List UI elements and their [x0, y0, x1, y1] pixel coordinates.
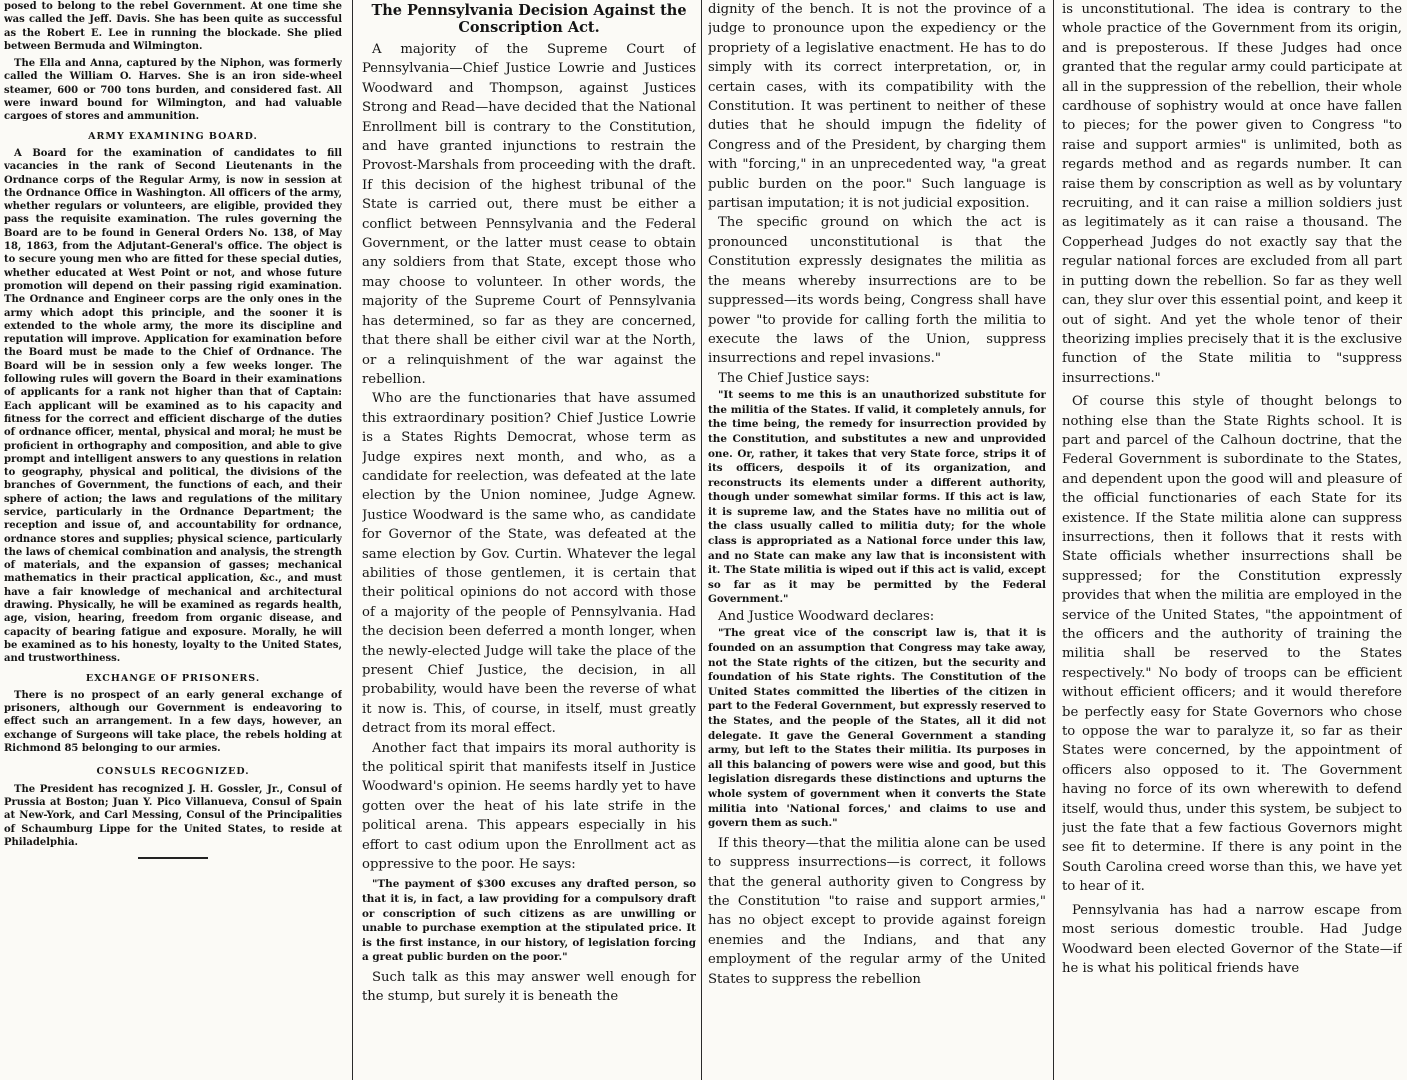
paragraph: dignity of the bench. It is not the province of a judge to pronounce upon the expediency or the propriety of a legislative enactment. He has to do simply with its correct interpretation, or, in certain cases, with its compatibility with the Constitution. It was pertinent to neither of these duties that he should impugn the fidelity of Congress and of the President, by charging them with "forcing," in an unprecedented way, "a great public burden on the poor." Such language is partisan imputation; it is not judicial exposition.: [708, 2, 1046, 212]
paragraph: If this theory—that the militia alone can be used to suppress insurrections—is correct, it follows that the general authority given to Congress by the Constitution "to raise and support armies," has no object except to provide against foreign enemies and the Indians, and that any employment of the regular army of the United States to suppress the rebellion: [708, 835, 1046, 987]
paragraph: There is no prospect of an early general exchange of prisoners, although our Government is endeavoring to effect such an arrangement. In a few days, however, an exchange of Surgeons will take place, the rebels holding at Richmond 85 belonging to our armies.: [4, 689, 342, 755]
paragraph: A majority of the Supreme Court of Pennsylvania—Chief Justice Lowrie and Justices Woodward and Thompson, against Justices Strong and Read—have decided that the National Enrollment bill is contrary to the Constitution, and have granted injunctions to restrain the Provost-Marshals from proceeding with the draft. If this decision of the highest tribunal of the State is carried out, there must be either a conflict between Pennsylvania and the Federal Government, or the latter must cease to obtain any soldiers from that State, except those who may choose to volunteer. In other words, the majority of the Supreme Court of Pennsylvania has determined, so far as they are concerned, that there shall be either civil war at the North, or a relinquishment of the war against the rebellion.: [362, 42, 696, 387]
section-heading: EXCHANGE OF PRISONERS.: [85, 672, 261, 684]
paragraph: Such talk as this may answer well enough for the stump, but surely it is beneath the: [362, 970, 696, 1005]
column-2: [362, 0, 696, 1080]
paragraph: Who are the functionaries that have assumed this extraordinary position? Chief Justice Lowrie is a States Rights Democrat, whose term as Judge expires next month, and who, as a candidate for reelection, was defeated at the late election by the Union nominee, Judge Agnew. Justice Woodward is the same who, as candidate for Governor of the State, was defeated at the same election by Gov. Curtin. Whatever the legal abilities of those gentlemen, it is certain that their political opinions do not accord with those of a majority of the people of Pennsylvania. Had the decision been deferred a month longer, when the newly-elected Judge will take the place of the present Chief Justice, the decision, in all probability, would have been the reverse of what it now is. This, of course, in itself, must greatly detract from its moral effect.: [362, 391, 696, 737]
paragraph: is unconstitutional. The idea is contrary to the whole practice of the Government from its origin, and is preposterous. If these Judges had once granted that the regular army could participate at all in the suppression of the rebellion, their whole cardhouse of sophistry would at once have fallen to pieces; for the power given to Congress "to raise and support armies" is unlimited, both as regards method and as regards number. It can raise them by conscription as well as by voluntary recruiting, and it can raise a million soldiers just as legitimately as it can raise a thousand. The Copperhead Judges do not exactly say that the regular national forces are excluded from all part in putting down the rebellion. So far as they well can, they slur over this essential point, and keep it out of sight. And yet the whole tenor of their theorizing implies precisely that it is the exclusive function of the State militia to "suppress insurrections.": [1062, 2, 1402, 386]
end-rule: [138, 857, 208, 859]
paragraph: posed to belong to the rebel Government. At one time she was called the Jeff. Davis. She has been quite as successful as the Robert E. Lee in running the blockade. She plied between Bermuda and Wilmington.: [4, 1, 342, 52]
quotation: "The payment of $300 excuses any drafted person, so that it is, in fact, a law providing for a compulsory draft or conscription of such citizens as are unwilling or unable to purchase exemption at the stipulated price. It is the first instance, in our history, of legislation forcing a great public burden on the poor.": [362, 878, 696, 964]
paragraph: Another fact that impairs its moral authority is the political spirit that manifests itself in Justice Woodward's opinion. He seems hardly yet to have gotten over the heat of his late strife in the political arena. This appears especially in his effort to cast odium upon the Enrollment act as oppressive to the poor. He says:: [362, 740, 696, 873]
paragraph: The Ella and Anna, captured by the Niphon, was formerly called the William O. Harves. She is an iron side-wheel steamer, 600 or 700 tons burden, and considered fast. All were inward bound for Wilmington, and had valuable cargoes of stores and ammunition.: [4, 58, 342, 123]
column-rule: [1053, 0, 1054, 1080]
section-heading: ARMY EXAMINING BOARD.: [88, 130, 258, 142]
column-1: [4, 0, 342, 1080]
paragraph: A Board for the examination of candidates to fill vacancies in the rank of Second Lieutenants in the Ordnance corps of the Regular Army, is now in session at the Ordnance Office in Washington. All officers of the army, whether regulars or volunteers, are eligible, provided they pass the requisite examination. The rules governing the Board are to be found in General Orders No. 138, of May 18, 1863, from the Adjutant-General's office. The object is to secure young men who are fitted for these special duties, whether educated at West Point or not, and whose future promotion will depend on their passing rigid examination. The Ordnance and Engineer corps are the only ones in the army which adopt this principle, and the sooner it is extended to the whole army, the more its discipline and reputation will improve. Application for examination before the Board must be made to the Chief of Ordnance. The Board will be in session only a few weeks longer. The following rules will govern the Board in their examinations of applicants for a rank not higher than that of Captain: Each applicant will be examined as to his capacity and fitness for the correct and efficient discharge of the duties of ordnance officer, mental, physical and moral; he must be proficient in orthography and composition, and able to give prompt and intelligent answers to any questions in relation to geography, physical and political, the divisions of the branches of Government, the functions of each, and their sphere of action; the laws and regulations of the military service, particularly in the Ordnance Department; the reception and issue of, and accountability for ordnance, ordnance stores and supplies; physical science, particularly the laws of chemical combination and analysis, the strength of materials, and the expansion of gasses; mechanical mathematics in their practical application, &c., and must have a fair knowledge of mechanical and architectural drawing. Physically, he will be examined as regards health, age, vision, hearing, freedom from organic disease, and capacity of bearing fatigue and exposure. Morally, he will be examined as to his honesty, loyalty to the United States, and trustworthiness.: [4, 147, 342, 665]
article-title: The Pennsylvania Decision Against the Conscription Act.: [371, 2, 687, 36]
quotation: "It seems to me this is an unauthorized substitute for the militia of the States. If valid, it completely annuls, for the time being, the remedy for insurrection provided by the Constitution, and substitutes a new and unprovided one. Or, rather, it takes that very State force, strips it of its officers, despoils it of its organization, and reconstructs its elements under a different authority, though under somewhat similar forms. If this act is law, it is supreme law, and the States have no militia out of the class usually called to militia duty; for the whole class is appropriated as a National force under this law, and no State can make any law that is inconsistent with it. The State militia is wiped out if this act is valid, except so far as it may be permitted by the Federal Government.": [708, 389, 1046, 606]
column-rule: [701, 0, 702, 1080]
column-rule: [352, 0, 353, 1080]
section-heading: CONSULS RECOGNIZED.: [96, 766, 250, 778]
column-4: [1062, 0, 1402, 1080]
paragraph: The President has recognized J. H. Gossler, Jr., Consul of Prussia at Boston; Juan Y. Pico Villanueva, Consul of Spain at New-York, and Carl Messing, Consul of the Principalities of Schaumburg Lippe for the United States, to reside at Philadelphia.: [4, 783, 342, 848]
paragraph: Pennsylvania has had a narrow escape from most serious domestic trouble. Had Judge Woodward been elected Governor of the State—if he is what his political friends have: [1062, 902, 1402, 976]
paragraph: The Chief Justice says:: [718, 370, 870, 386]
paragraph: Of course this style of thought belongs to nothing else than the State Rights school. It is part and parcel of the Calhoun doctrine, that the Federal Government is subordinate to the States, and dependent upon the good will and pleasure of the official functionaries of each State for its existence. If the State militia alone can suppress insurrections, then it follows that it rests with State officials whether insurrections shall be suppressed; for the Constitution expressly provides that when the militia are employed in the service of the United States, "the appointment of the officers and the authority of training the militia shall be reserved to the States respectively." No body of troops can be efficient without efficient officers; and it would therefore be perfectly easy for State Governors who chose to oppose the war to paralyze it, so far as their States were concerned, by the appointment of officers also opposed to it. The Government having no force of its own wherewith to defend itself, would thus, under this system, be subject to just the fate that a few factious Governors might see fit to determine. If there is any point in the South Carolina creed worse than this, we have yet to hear of it.: [1062, 394, 1402, 895]
quotation: "The great vice of the conscript law is, that it is founded on an assumption that Congress may take away, not the State rights of the citizen, but the security and foundation of his State rights. The Constitution of the United States committed the liberties of the citizen in part to the Federal Government, but expressly reserved to the States, and the people of the States, all it did not delegate. It gave the General Government a standing army, but left to the States their militia. Its purposes in all this balancing of powers were wise and good, but this legislation disregards these distinctions and upturns the whole system of government when it converts the State militia into 'National forces,' and claims to use and govern them as such.": [708, 627, 1046, 830]
paragraph: The specific ground on which the act is pronounced unconstitutional is that the Constitution expressly designates the militia as the means whereby insurrections are to be suppressed—its words being, Congress shall have power "to provide for calling forth the militia to execute the laws of the Union, suppress insurrections and repel invasions.": [708, 215, 1046, 367]
column-3: [708, 0, 1046, 1080]
paragraph: And Justice Woodward declares:: [718, 609, 935, 625]
